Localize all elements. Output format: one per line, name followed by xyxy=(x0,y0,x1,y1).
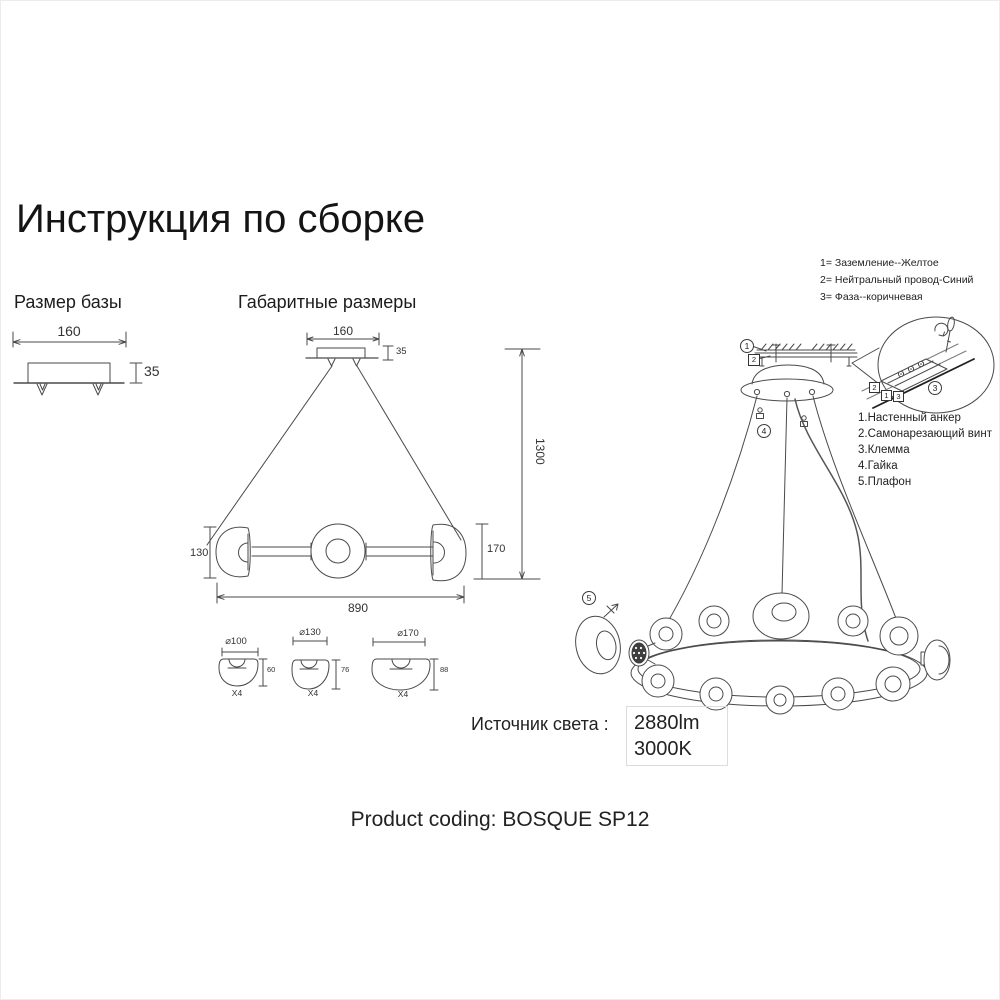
wire-label-2: 2 xyxy=(869,382,880,393)
canopy-height-dim: 35 xyxy=(396,346,407,357)
shade3-qty: X4 xyxy=(397,689,409,699)
wiring-detail-callout xyxy=(852,317,994,413)
part-terminal: 3.Клемма xyxy=(858,444,910,456)
shade2-height: 76 xyxy=(341,665,350,674)
callout-3-terminal: 3 xyxy=(928,381,942,395)
part-nut: 4.Гайка xyxy=(858,460,898,472)
detached-shade xyxy=(570,612,625,678)
insert-arrow-icon xyxy=(604,604,618,617)
led-connector xyxy=(629,640,655,666)
shade1-diameter: ⌀100 xyxy=(225,636,247,647)
base-section-label: Размер базы xyxy=(14,292,122,312)
wire-label-3: 3 xyxy=(893,391,904,402)
callout-5-shade: 5 xyxy=(582,591,596,605)
canopy-width-dim: 160 xyxy=(332,324,354,338)
callout-2-screw: 2 xyxy=(748,354,760,366)
wire-label-1: 1 xyxy=(881,390,892,401)
wiring-legend-neutral: 2= Нейтральный провод-Синий xyxy=(820,274,974,286)
shade3-diameter: ⌀170 xyxy=(397,628,419,639)
callout-4-nut: 4 xyxy=(757,424,771,438)
part-anchor: 1.Настенный анкер xyxy=(858,412,961,424)
page-title: Инструкция по сборке xyxy=(16,197,426,241)
part-shade: 5.Плафон xyxy=(858,476,912,488)
part-screw: 2.Самонарезающий винт xyxy=(858,428,992,440)
product-coding: Product coding: BOSQUE SP12 xyxy=(350,808,650,831)
shade2-qty: X4 xyxy=(307,688,319,698)
left-shade-height-dim: 130 xyxy=(190,547,209,559)
light-source-temp: 3000K xyxy=(634,738,692,760)
callout-1-anchor: 1 xyxy=(740,339,754,353)
shade1-height: 60 xyxy=(267,665,276,674)
shade3-height: 88 xyxy=(440,665,449,674)
shade2-diameter: ⌀130 xyxy=(299,627,321,638)
right-shade-height-dim: 170 xyxy=(487,543,506,555)
light-source-label: Источник света : xyxy=(471,714,609,734)
base-height-dim: 35 xyxy=(144,363,160,379)
drop-height-dim: 1300 xyxy=(533,438,547,465)
base-width-dim: 160 xyxy=(57,323,81,339)
overall-section-label: Габаритные размеры xyxy=(238,292,417,312)
fixture-width-dim: 890 xyxy=(347,601,369,615)
light-source-lumens: 2880lm xyxy=(634,712,700,734)
shade1-qty: X4 xyxy=(231,688,243,698)
base-size-drawing xyxy=(13,332,142,395)
wiring-legend-ground: 1= Заземление--Желтое xyxy=(820,257,939,269)
wiring-legend-phase: 3= Фаза--коричневая xyxy=(820,291,923,303)
overall-dimensions-drawing xyxy=(204,333,540,603)
